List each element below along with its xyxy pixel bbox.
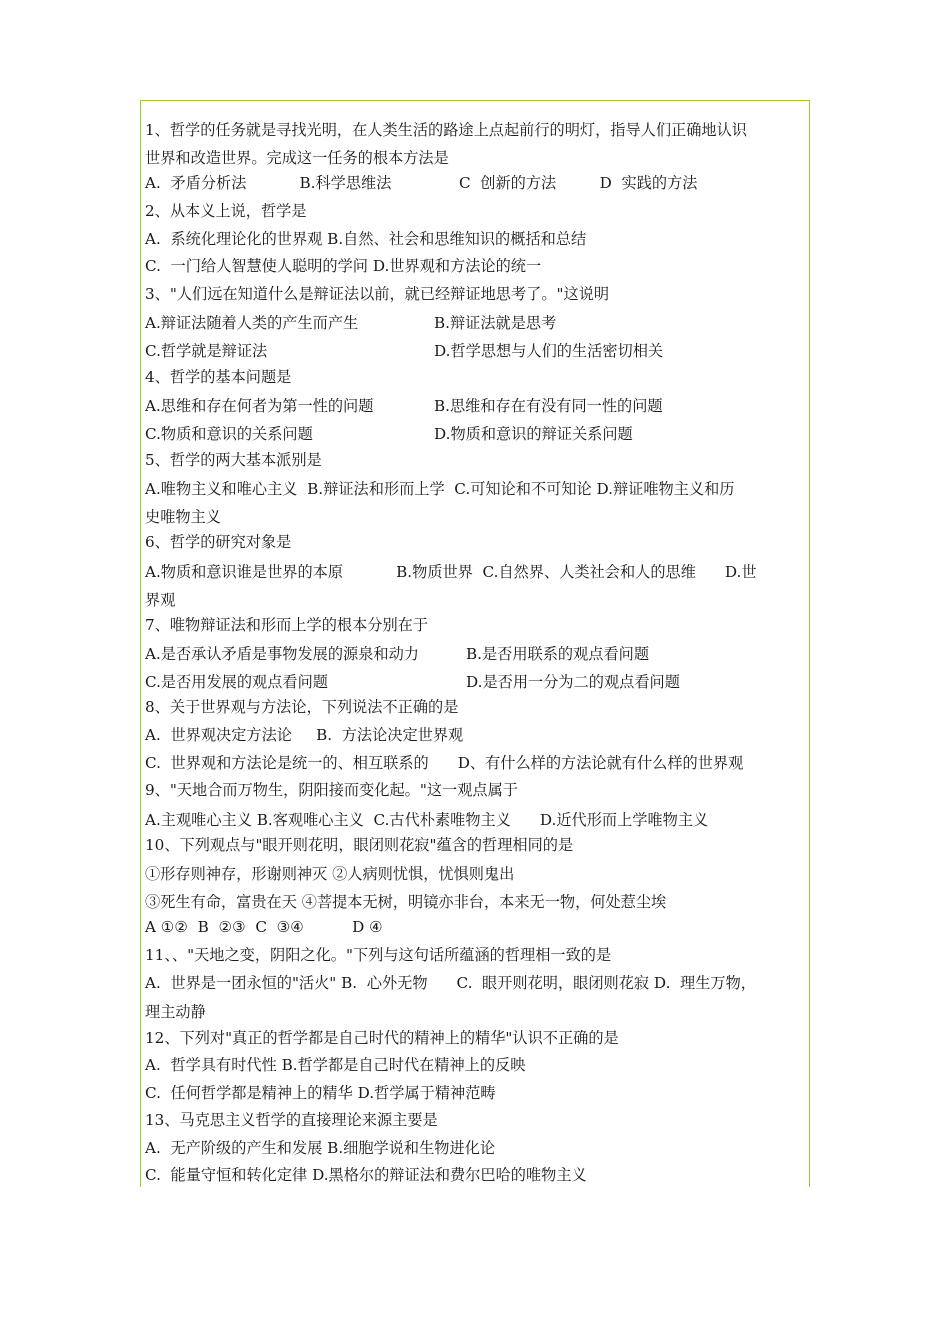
q7-option-a: A.是否承认矛盾是事物发展的源泉和动力 — [145, 645, 419, 663]
q4-option-d: D.物质和意识的辩证关系问题 — [434, 425, 633, 443]
q9-stem: 9、"天地合而万物生，阴阳接而变化起。"这一观点属于 — [145, 781, 518, 799]
q8-options-ab: A. 世界观决定方法论 B. 方法论决定世界观 — [145, 726, 464, 744]
q12-stem: 12、下列对"真正的哲学都是自己时代的精神上的精华"认识不正确的是 — [145, 1029, 619, 1047]
q10-options: A ①② B ②③ C ③④ D ④ — [145, 918, 383, 936]
q2-options-cd: C. 一门给人智慧使人聪明的学问 D.世界观和方法论的统一 — [145, 257, 542, 275]
q5-options: A.唯物主义和唯心主义 B.辩证法和形而上学 C.可知论和不可知论 D.辩证唯物主义和历 — [145, 480, 735, 498]
q7-option-b: B.是否用联系的观点看问题 — [466, 645, 650, 663]
q4-option-c: C.物质和意识的关系问题 — [145, 425, 313, 443]
q5-options-cont: 史唯物主义 — [145, 508, 221, 526]
q4-stem: 4、哲学的基本问题是 — [145, 368, 292, 386]
q6-options-cont: 界观 — [145, 591, 176, 609]
q3-option-b: B.辩证法就是思考 — [434, 314, 557, 332]
q3-option-a: A.辩证法随着人类的产生而产生 — [145, 314, 359, 332]
q7-stem: 7、唯物辩证法和形而上学的根本分别在于 — [145, 616, 429, 634]
q6-stem: 6、哲学的研究对象是 — [145, 533, 292, 551]
q9-options: A.主观唯心主义 B.客观唯心主义 C.古代朴素唯物主义 D.近代形而上学唯物主义 — [145, 811, 709, 829]
q8-options-cd: C. 世界观和方法论是统一的、相互联系的 D、有什么样的方法论就有什么样的世界观 — [145, 754, 744, 772]
q6-options: A.物质和意识谁是世界的本原 B.物质世界 C.自然界、人类社会和人的思维 D.世 — [145, 563, 757, 581]
q1-stem-cont: 世界和改造世界。完成这一任务的根本方法是 — [145, 149, 449, 167]
q1-options: A. 矛盾分析法 B.科学思维法 C 创新的方法 D 实践的方法 — [145, 174, 698, 192]
q13-options-ab: A. 无产阶级的产生和发展 B.细胞学说和生物进化论 — [145, 1139, 496, 1157]
q5-stem: 5、哲学的两大基本派别是 — [145, 451, 322, 469]
q8-stem: 8、关于世界观与方法论，下列说法不正确的是 — [145, 698, 459, 716]
q4-option-b: B.思维和存在有没有同一性的问题 — [434, 397, 663, 415]
q13-stem: 13、马克思主义哲学的直接理论来源主要是 — [145, 1111, 438, 1129]
q1-stem: 1、哲学的任务就是寻找光明，在人类生活的路途上点起前行的明灯，指导人们正确地认识 — [145, 121, 747, 139]
q3-stem: 3、"人们远在知道什么是辩证法以前，就已经辩证地思考了。"这说明 — [145, 285, 610, 303]
q13-options-cd: C. 能量守恒和转化定律 D.黑格尔的辩证法和费尔巴哈的唯物主义 — [145, 1166, 587, 1184]
q2-options-ab: A. 系统化理论化的世界观 B.自然、社会和思维知识的概括和总结 — [145, 230, 587, 248]
q3-option-d: D.哲学思想与人们的生活密切相关 — [434, 342, 664, 360]
q11-stem: 11、、"天地之变，阴阳之化。"下列与这句话所蕴涵的哲理相一致的是 — [145, 946, 612, 964]
q3-option-c: C.哲学就是辩证法 — [145, 342, 268, 360]
q7-option-c: C.是否用发展的观点看问题 — [145, 673, 328, 691]
q12-options-ab: A. 哲学具有时代性 B.哲学都是自己时代在精神上的反映 — [145, 1056, 526, 1074]
q4-option-a: A.思维和存在何者为第一性的问题 — [145, 397, 374, 415]
q7-option-d: D.是否用一分为二的观点看问题 — [466, 673, 680, 691]
q12-options-cd: C. 任何哲学都是精神上的精华 D.哲学属于精神范畴 — [145, 1084, 496, 1102]
q10-statements-12: ①形存则神存，形谢则神灭 ②人病则忧惧，忧惧则鬼出 — [145, 865, 515, 883]
q11-options-cont: 理主动静 — [145, 1003, 206, 1021]
q10-stem: 10、下列观点与"眼开则花明，眼闭则花寂"蕴含的哲理相同的是 — [145, 836, 574, 854]
q10-statements-34: ③死生有命，富贵在天 ④菩提本无树，明镜亦非台，本来无一物，何处惹尘埃 — [145, 893, 667, 911]
q11-options: A. 世界是一团永恒的"活火" B. 心外无物 C. 眼开则花明，眼闭则花寂 D. 理生万物， — [145, 974, 756, 992]
q2-stem: 2、从本义上说，哲学是 — [145, 202, 307, 220]
